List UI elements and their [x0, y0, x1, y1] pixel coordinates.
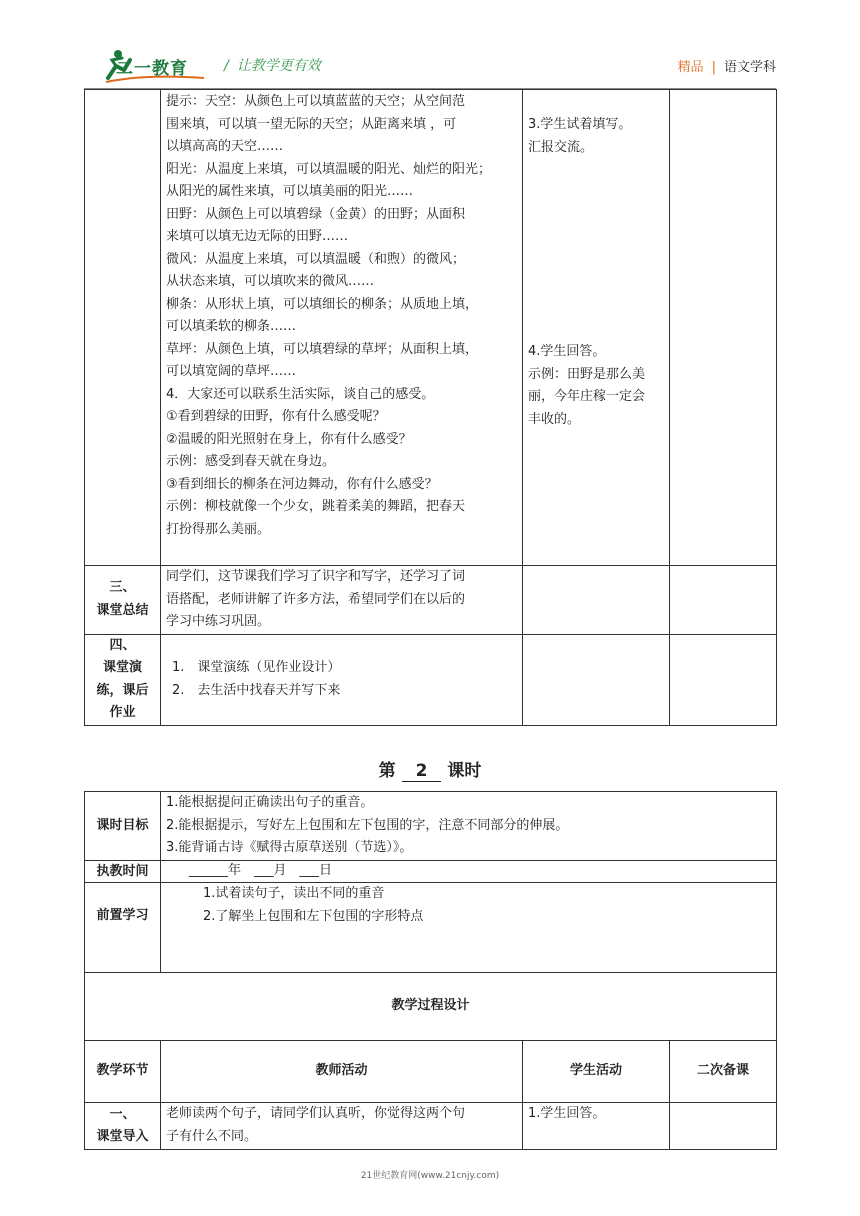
time-value: ______年 ___月 ___日 — [161, 861, 777, 883]
stage-label-homework: 四、 课堂演 练，课后 作业 — [85, 634, 161, 725]
table-row — [85, 1103, 777, 1150]
table-row — [85, 1041, 777, 1103]
student-activity-cell: 3.学生试着填写。 汇报交流。 4.学生回答。 示例：田野是那么美 丽，今年庄稼一定会 丰收的。 — [523, 90, 670, 566]
intro-prep-cell — [670, 1103, 777, 1150]
col-header-prep: 二次备课 — [670, 1041, 777, 1103]
logo-text: 二一教育 — [116, 59, 188, 79]
col-header-teacher: 教师活动 — [161, 1041, 523, 1103]
pre-study-cell: 1.试着读句子，读出不同的重音 2.了解坐上包围和左下包围的字形特点 — [161, 883, 777, 973]
goals-label: 课时目标 — [85, 792, 161, 861]
badge-jingpin: 精品 — [677, 60, 704, 75]
page-footer: 21世纪教育网(www.21cnjy.com) — [360, 1171, 500, 1181]
table-row — [85, 634, 777, 725]
page-header — [84, 44, 776, 86]
goals-cell: 1.能根据提问正确读出句子的重音。 2.能根据提示，写好左上包围和左下包围的字，注意不同部分的伸展。 3.能背诵古诗《赋得古原草送别（节选）》。 — [161, 792, 777, 861]
intro-teacher-cell: 老师读两个句子，请同学们认真听，你觉得这两个句 子有什么不同。 — [161, 1103, 523, 1150]
slogan: / 让教学更有效 — [224, 58, 321, 74]
summary-student-cell — [523, 566, 670, 635]
table-row — [85, 973, 777, 1041]
teacher-activity-cell: 提示：天空：从颜色上可以填蓝蓝的天空；从空间范 围来填，可以填一望无际的天空；从距离来填 ，可 以填高高的天空…… 阳光：从温度上来填，可以填温暖的阳光、灿烂的阳光； 从阳光的属性来填，可以填美丽的阳光…… 田野：从颜色上可以填碧绿（金黄）的田野；从面积 来填可以填无边无际的田野…… 微风：从温度上来填，可以填温暖（和煦）的微风； 从状态来填，可以填吹来的微风…… 柳条：从形状上填，可以填细长的柳条；从质地上填， 可以填柔软的柳条…… 草坪：从颜色上填，可以填碧绿的草坪；从面积上填， 可以填宽阔的草坪…… 4．大家还可以联系生活实际，谈自己的感受。 ①看到碧绿的田野，你有什么感受呢？ ②温暖的阳光照射在身上，你有什么感受？ 示例：感受到春天就在身边。 ③看到细长的柳条在河边舞动，你有什么感受？ 示例：柳枝就像一个少女，跳着柔美的舞蹈，把春天 打扮得那么美丽。 — [161, 90, 523, 566]
second-prep-cell — [670, 90, 777, 566]
lesson-title: 第 2 课时 — [378, 761, 482, 781]
homework-student-cell — [523, 634, 670, 725]
header-right: 精品 | 语文学科 — [677, 60, 776, 75]
homework-prep-cell — [670, 634, 777, 725]
table-row — [85, 792, 777, 861]
lesson-number: 2 — [402, 761, 442, 782]
lesson2-table — [84, 791, 777, 1150]
intro-student-cell: 1.学生回答。 — [523, 1103, 670, 1150]
stage-cell-empty — [85, 90, 161, 566]
col-header-student: 学生活动 — [523, 1041, 670, 1103]
table-row — [85, 883, 777, 973]
col-header-stage: 教学环节 — [85, 1041, 161, 1103]
time-label: 执教时间 — [85, 861, 161, 883]
lesson1-table — [84, 89, 777, 726]
summary-teacher-cell: 同学们，这节课我们学习了识字和写字，还学习了词 语搭配，老师讲解了许多方法，希望同学们在以后的 学习中练习巩固。 — [161, 566, 523, 635]
summary-prep-cell — [670, 566, 777, 635]
process-title: 教学过程设计 — [85, 973, 777, 1041]
slogan-text: 让教学更有效 — [236, 58, 321, 74]
table-row — [85, 90, 777, 566]
table-row — [85, 566, 777, 635]
stage-label-summary: 三、 课堂总结 — [85, 566, 161, 635]
stage-label-intro: 一、 课堂导入 — [85, 1103, 161, 1150]
homework-teacher-cell: 1. 课堂演练（见作业设计） 2. 去生活中找春天并写下来 — [161, 634, 523, 725]
pre-study-label: 前置学习 — [85, 883, 161, 973]
subject-label: 语文学科 — [723, 60, 776, 75]
table-row — [85, 861, 777, 883]
